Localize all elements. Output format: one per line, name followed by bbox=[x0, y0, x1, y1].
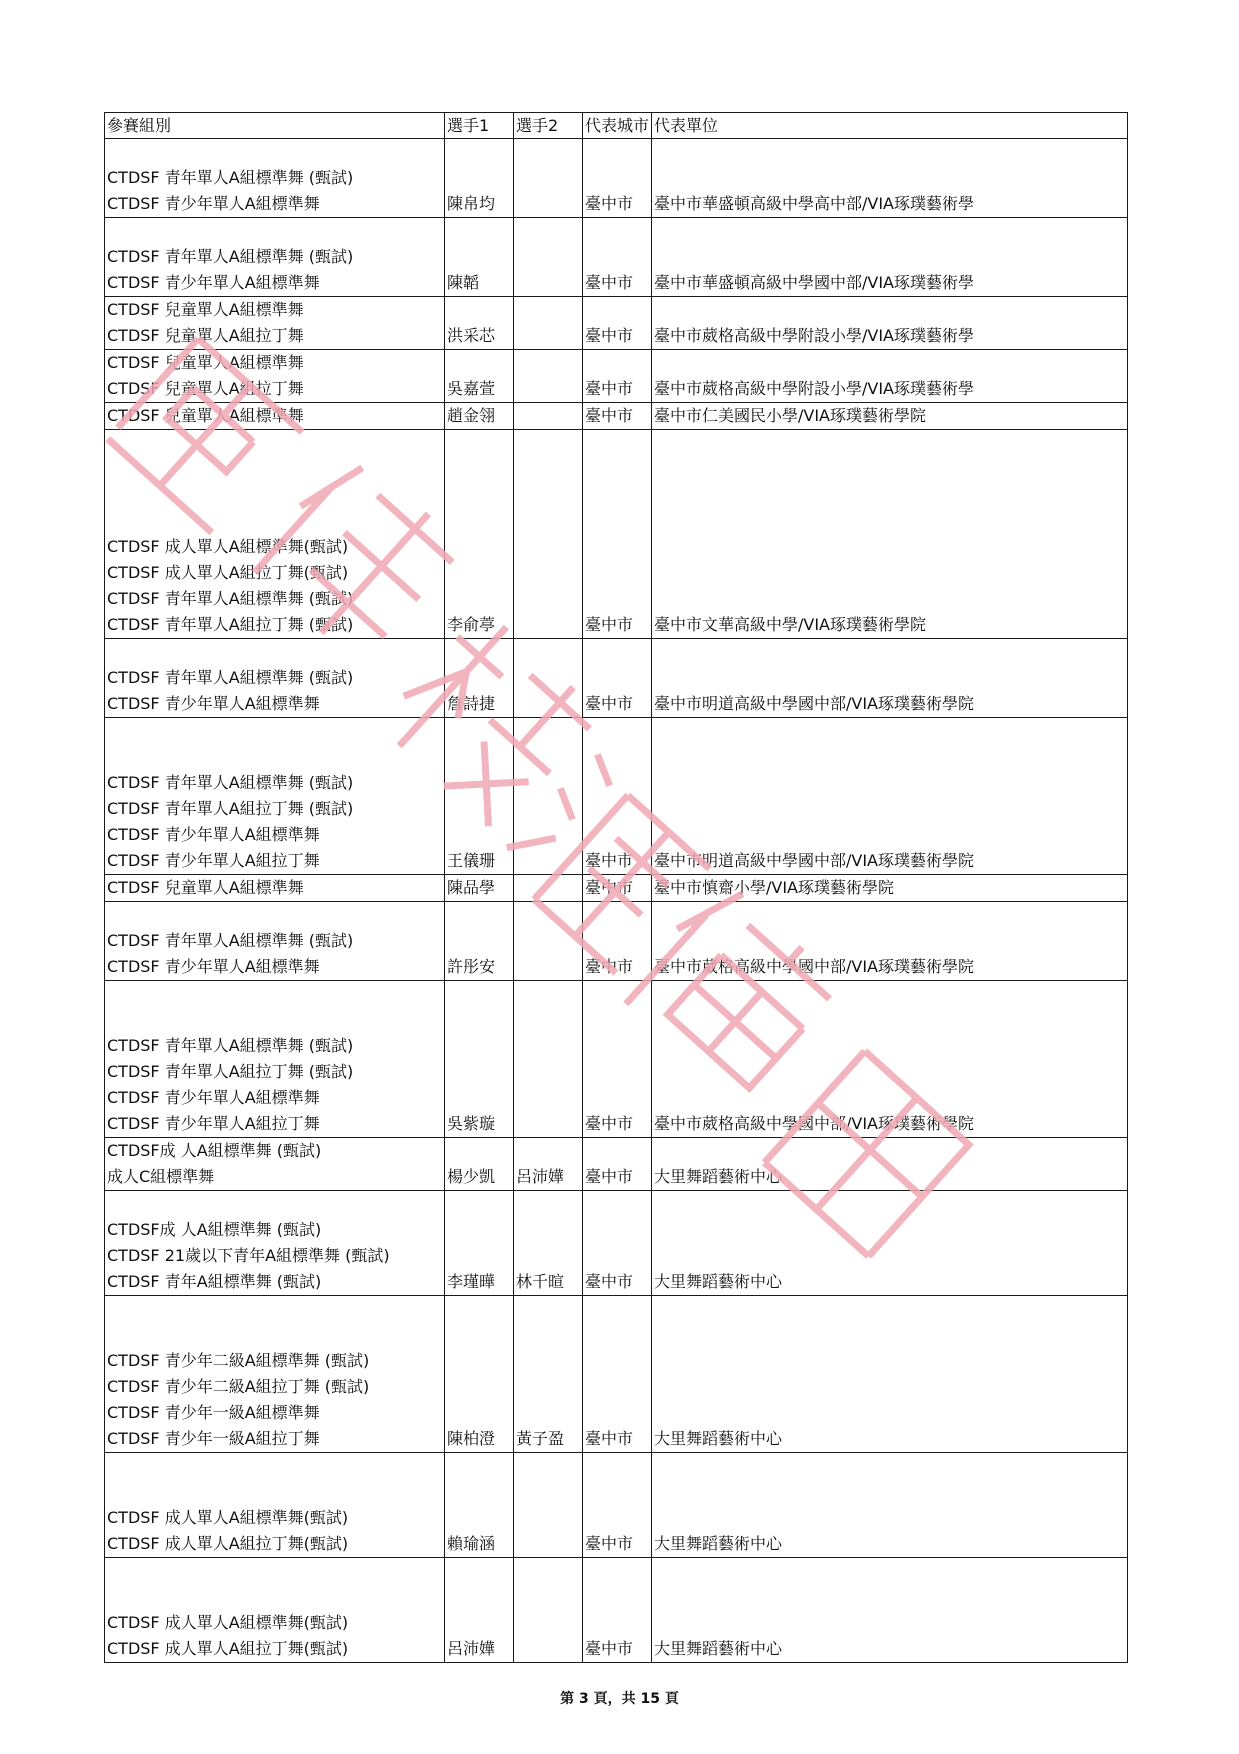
table-row bbox=[105, 1558, 1128, 1663]
group-line bbox=[107, 1296, 442, 1322]
cell-group bbox=[105, 718, 445, 875]
cell-player2-text bbox=[516, 691, 580, 717]
table-row bbox=[105, 875, 1128, 902]
group-line: CTDSF 成人單人A組拉丁舞(甄試) bbox=[107, 1639, 349, 1658]
cell-player2 bbox=[514, 875, 583, 902]
cell-unit-text: 臺中市華盛頓高級中學高中部/VIA琢璞藝術學 bbox=[654, 194, 975, 213]
cell-player1-text: 李俞葶 bbox=[447, 615, 496, 634]
cell-unit bbox=[652, 403, 1128, 430]
table-row bbox=[105, 981, 1128, 1138]
group-line: CTDSF 成人單人A組標準舞(甄試) bbox=[107, 1613, 349, 1632]
group-line: CTDSF 青年單人A組標準舞 (甄試) bbox=[107, 168, 354, 187]
cell-player2 bbox=[514, 1138, 583, 1191]
cell-player2 bbox=[514, 297, 583, 350]
table-row bbox=[105, 639, 1128, 718]
cell-unit-text: 臺中市仁美國民小學/VIA琢璞藝術學院 bbox=[654, 406, 927, 425]
group-line: CTDSF 成人單人A組拉丁舞(甄試) bbox=[107, 563, 349, 582]
cell-player2 bbox=[514, 1296, 583, 1453]
group-line bbox=[107, 1584, 442, 1610]
group-line: CTDSF 兒童單人A組拉丁舞 bbox=[107, 379, 304, 398]
table-row bbox=[105, 350, 1128, 403]
cell-city bbox=[583, 139, 652, 218]
cell-unit-text: 臺中市明道高級中學國中部/VIA琢璞藝術學院 bbox=[654, 694, 975, 713]
cell-group bbox=[105, 1453, 445, 1558]
group-line: CTDSF 青年單人A組拉丁舞 (甄試) bbox=[107, 615, 354, 634]
header-city: 代表城市 bbox=[583, 113, 652, 139]
cell-player2-text: 林千暄 bbox=[516, 1272, 565, 1291]
group-line: CTDSF 兒童單人A組標準舞 bbox=[107, 878, 304, 897]
group-line: CTDSF 青少年單人A組標準舞 bbox=[107, 273, 320, 292]
cell-city bbox=[583, 875, 652, 902]
cell-group bbox=[105, 139, 445, 218]
group-line bbox=[107, 218, 442, 244]
cell-group bbox=[105, 403, 445, 430]
cell-city-text: 臺中市 bbox=[585, 406, 634, 425]
cell-city-text: 臺中市 bbox=[585, 957, 634, 976]
cell-group bbox=[105, 1296, 445, 1453]
cell-unit-text: 臺中市葳格高級中學國中部/VIA琢璞藝術學院 bbox=[654, 957, 975, 976]
cell-player1 bbox=[445, 1138, 514, 1191]
cell-unit bbox=[652, 297, 1128, 350]
cell-player2 bbox=[514, 218, 583, 297]
cell-unit-text: 大里舞蹈藝術中心 bbox=[654, 1167, 783, 1186]
cell-player1 bbox=[445, 875, 514, 902]
cell-unit bbox=[652, 350, 1128, 403]
cell-city bbox=[583, 639, 652, 718]
cell-unit bbox=[652, 875, 1128, 902]
group-line: CTDSF 青年單人A組標準舞 (甄試) bbox=[107, 1036, 354, 1055]
table-row bbox=[105, 297, 1128, 350]
cell-city-text: 臺中市 bbox=[585, 194, 634, 213]
group-line: CTDSF 青年單人A組標準舞 (甄試) bbox=[107, 247, 354, 266]
group-line bbox=[107, 1453, 442, 1479]
group-line: CTDSF 青少年一級A組拉丁舞 bbox=[107, 1429, 320, 1448]
entries-table bbox=[104, 112, 1128, 1663]
group-line: CTDSF 兒童單人A組標準舞 bbox=[107, 406, 304, 425]
group-line: CTDSF 青少年單人A組標準舞 bbox=[107, 825, 320, 844]
cell-player2-text bbox=[516, 875, 580, 901]
cell-player1-text: 吳紫璇 bbox=[447, 1114, 496, 1133]
cell-player1 bbox=[445, 1191, 514, 1296]
cell-city-text: 臺中市 bbox=[585, 1534, 634, 1553]
cell-unit-text: 大里舞蹈藝術中心 bbox=[654, 1272, 783, 1291]
cell-player1-text: 李瑾曄 bbox=[447, 1272, 496, 1291]
header-player2: 選手2 bbox=[514, 113, 583, 139]
cell-player1 bbox=[445, 639, 514, 718]
cell-player1-text: 陳帛均 bbox=[447, 194, 496, 213]
group-line: CTDSF 青少年單人A組標準舞 bbox=[107, 1088, 320, 1107]
group-line: CTDSF 青少年單人A組標準舞 bbox=[107, 957, 320, 976]
cell-player2-text bbox=[516, 191, 580, 217]
cell-city-text: 臺中市 bbox=[585, 1167, 634, 1186]
cell-player1 bbox=[445, 403, 514, 430]
cell-player2-text bbox=[516, 1531, 580, 1557]
group-line: CTDSF 成人單人A組拉丁舞(甄試) bbox=[107, 1534, 349, 1553]
table-row bbox=[105, 1138, 1128, 1191]
cell-player1-text: 詹詩捷 bbox=[447, 694, 496, 713]
table-body bbox=[105, 139, 1128, 1663]
cell-city bbox=[583, 430, 652, 639]
group-line: CTDSF 青少年單人A組拉丁舞 bbox=[107, 851, 320, 870]
group-line: CTDSF 青少年單人A組標準舞 bbox=[107, 694, 320, 713]
cell-city-text: 臺中市 bbox=[585, 615, 634, 634]
group-line: CTDSF 青年單人A組拉丁舞 (甄試) bbox=[107, 1062, 354, 1081]
cell-player1 bbox=[445, 1453, 514, 1558]
cell-player2 bbox=[514, 1191, 583, 1296]
group-line bbox=[107, 718, 442, 744]
cell-player2 bbox=[514, 718, 583, 875]
cell-city bbox=[583, 1191, 652, 1296]
cell-player1-text: 賴瑜涵 bbox=[447, 1534, 496, 1553]
cell-player2-text bbox=[516, 1636, 580, 1662]
group-line: CTDSF 青少年單人A組拉丁舞 bbox=[107, 1114, 320, 1133]
cell-city-text: 臺中市 bbox=[585, 379, 634, 398]
cell-city-text: 臺中市 bbox=[585, 273, 634, 292]
cell-unit bbox=[652, 902, 1128, 981]
cell-group bbox=[105, 218, 445, 297]
cell-player1-text: 呂沛嬅 bbox=[447, 1639, 496, 1658]
group-line bbox=[107, 508, 442, 534]
group-line bbox=[107, 1479, 442, 1505]
cell-city bbox=[583, 1138, 652, 1191]
cell-player2-text bbox=[516, 376, 580, 402]
cell-city bbox=[583, 403, 652, 430]
cell-unit bbox=[652, 1296, 1128, 1453]
cell-group bbox=[105, 1558, 445, 1663]
page-footer: 第 3 頁，共 15 頁 bbox=[560, 1691, 679, 1707]
group-line bbox=[107, 456, 442, 482]
cell-city bbox=[583, 718, 652, 875]
cell-city bbox=[583, 981, 652, 1138]
group-line bbox=[107, 639, 442, 665]
cell-city-text: 臺中市 bbox=[585, 1272, 634, 1291]
table-row bbox=[105, 718, 1128, 875]
group-line: CTDSF 青少年二級A組標準舞 (甄試) bbox=[107, 1351, 370, 1370]
header-unit: 代表單位 bbox=[652, 113, 1128, 139]
cell-city bbox=[583, 1453, 652, 1558]
cell-player1 bbox=[445, 981, 514, 1138]
cell-group bbox=[105, 1138, 445, 1191]
cell-player1 bbox=[445, 430, 514, 639]
cell-city-text: 臺中市 bbox=[585, 1114, 634, 1133]
group-line: CTDSF 青少年二級A組拉丁舞 (甄試) bbox=[107, 1377, 370, 1396]
cell-city bbox=[583, 297, 652, 350]
cell-unit bbox=[652, 1558, 1128, 1663]
group-line: CTDSF 成人單人A組標準舞(甄試) bbox=[107, 1508, 349, 1527]
cell-player1-text: 陳品學 bbox=[447, 878, 496, 897]
group-line bbox=[107, 139, 442, 165]
cell-group bbox=[105, 875, 445, 902]
table-row bbox=[105, 1191, 1128, 1296]
cell-unit-text: 臺中市文華高級中學/VIA琢璞藝術學院 bbox=[654, 615, 927, 634]
group-line: CTDSF 青少年單人A組標準舞 bbox=[107, 194, 320, 213]
group-line: CTDSF 兒童單人A組標準舞 bbox=[107, 300, 304, 319]
group-line bbox=[107, 1558, 442, 1584]
cell-unit bbox=[652, 1138, 1128, 1191]
cell-city-text: 臺中市 bbox=[585, 851, 634, 870]
group-line: CTDSF 成人單人A組標準舞(甄試) bbox=[107, 537, 349, 556]
cell-player1-text: 楊少凱 bbox=[447, 1167, 496, 1186]
cell-player2-text bbox=[516, 848, 580, 874]
cell-player2 bbox=[514, 639, 583, 718]
cell-city bbox=[583, 902, 652, 981]
cell-player2 bbox=[514, 403, 583, 430]
cell-player1 bbox=[445, 350, 514, 403]
cell-unit bbox=[652, 1191, 1128, 1296]
group-line: CTDSF 青少年一級A組標準舞 bbox=[107, 1403, 320, 1422]
group-line bbox=[107, 482, 442, 508]
cell-unit-text: 臺中市華盛頓高級中學國中部/VIA琢璞藝術學 bbox=[654, 273, 975, 292]
header-row bbox=[105, 113, 1128, 139]
group-line: CTDSF成 人A組標準舞 (甄試) bbox=[107, 1220, 322, 1239]
table-row bbox=[105, 430, 1128, 639]
cell-player2 bbox=[514, 981, 583, 1138]
cell-unit bbox=[652, 218, 1128, 297]
group-line: CTDSF 青年單人A組標準舞 (甄試) bbox=[107, 931, 354, 950]
group-line bbox=[107, 1007, 442, 1033]
group-line: CTDSF 青年單人A組標準舞 (甄試) bbox=[107, 589, 354, 608]
cell-unit bbox=[652, 139, 1128, 218]
cell-player1-text: 許彤安 bbox=[447, 957, 496, 976]
cell-player1 bbox=[445, 1558, 514, 1663]
cell-player2-text bbox=[516, 612, 580, 638]
cell-player2 bbox=[514, 1453, 583, 1558]
cell-player1-text: 陳柏澄 bbox=[447, 1429, 496, 1448]
table-row bbox=[105, 139, 1128, 218]
group-line: CTDSF 青年A組標準舞 (甄試) bbox=[107, 1272, 322, 1291]
group-line: CTDSF 青年單人A組拉丁舞 (甄試) bbox=[107, 799, 354, 818]
cell-player2-text bbox=[516, 1111, 580, 1137]
cell-player2-text bbox=[516, 270, 580, 296]
table-row bbox=[105, 902, 1128, 981]
cell-player2-text bbox=[516, 403, 580, 429]
cell-city-text: 臺中市 bbox=[585, 326, 634, 345]
cell-city-text: 臺中市 bbox=[585, 1639, 634, 1658]
cell-player1 bbox=[445, 902, 514, 981]
cell-player1-text: 陳韜 bbox=[447, 273, 480, 292]
cell-city bbox=[583, 1558, 652, 1663]
cell-player1 bbox=[445, 718, 514, 875]
cell-city bbox=[583, 218, 652, 297]
cell-player2-text: 黃子盈 bbox=[516, 1429, 565, 1448]
header-group: 參賽組別 bbox=[105, 113, 445, 139]
table-row bbox=[105, 1296, 1128, 1453]
cell-player2 bbox=[514, 430, 583, 639]
cell-unit bbox=[652, 1453, 1128, 1558]
cell-unit-text: 臺中市慎齋小學/VIA琢璞藝術學院 bbox=[654, 878, 895, 897]
group-line: CTDSF 兒童單人A組標準舞 bbox=[107, 353, 304, 372]
group-line bbox=[107, 1191, 442, 1217]
header-player1: 選手1 bbox=[445, 113, 514, 139]
cell-group bbox=[105, 1191, 445, 1296]
cell-unit-text: 大里舞蹈藝術中心 bbox=[654, 1429, 783, 1448]
group-line: CTDSF 21歲以下青年A組標準舞 (甄試) bbox=[107, 1246, 390, 1265]
table-row bbox=[105, 403, 1128, 430]
group-line: 成人C組標準舞 bbox=[107, 1167, 215, 1186]
group-line: CTDSF 兒童單人A組拉丁舞 bbox=[107, 326, 304, 345]
cell-city bbox=[583, 350, 652, 403]
group-line bbox=[107, 902, 442, 928]
cell-player1-text: 洪采芯 bbox=[447, 326, 496, 345]
cell-unit-text: 臺中市明道高級中學國中部/VIA琢璞藝術學院 bbox=[654, 851, 975, 870]
group-line: CTDSF 青年單人A組標準舞 (甄試) bbox=[107, 773, 354, 792]
cell-player2-text bbox=[516, 954, 580, 980]
cell-unit bbox=[652, 718, 1128, 875]
cell-unit-text: 臺中市葳格高級中學附設小學/VIA琢璞藝術學 bbox=[654, 379, 975, 398]
cell-player2 bbox=[514, 139, 583, 218]
cell-player2 bbox=[514, 350, 583, 403]
cell-group bbox=[105, 639, 445, 718]
cell-unit bbox=[652, 981, 1128, 1138]
cell-player1 bbox=[445, 218, 514, 297]
cell-city-text: 臺中市 bbox=[585, 1429, 634, 1448]
cell-player1-text: 吳嘉萱 bbox=[447, 379, 496, 398]
cell-unit-text: 臺中市葳格高級中學附設小學/VIA琢璞藝術學 bbox=[654, 326, 975, 345]
cell-group bbox=[105, 902, 445, 981]
cell-player2-text bbox=[516, 323, 580, 349]
cell-unit-text: 大里舞蹈藝術中心 bbox=[654, 1639, 783, 1658]
cell-city-text: 臺中市 bbox=[585, 878, 634, 897]
group-line bbox=[107, 744, 442, 770]
group-line: CTDSF 青年單人A組標準舞 (甄試) bbox=[107, 668, 354, 687]
group-line bbox=[107, 430, 442, 456]
cell-group bbox=[105, 297, 445, 350]
cell-player1 bbox=[445, 1296, 514, 1453]
cell-player2 bbox=[514, 902, 583, 981]
cell-player2-text: 呂沛嬅 bbox=[516, 1167, 565, 1186]
cell-unit bbox=[652, 639, 1128, 718]
cell-unit-text: 大里舞蹈藝術中心 bbox=[654, 1534, 783, 1553]
cell-unit bbox=[652, 430, 1128, 639]
cell-city bbox=[583, 1296, 652, 1453]
table-row bbox=[105, 1453, 1128, 1558]
cell-group bbox=[105, 430, 445, 639]
group-line bbox=[107, 1322, 442, 1348]
table-row bbox=[105, 218, 1128, 297]
cell-player1 bbox=[445, 139, 514, 218]
cell-player1-text: 王儀珊 bbox=[447, 851, 496, 870]
cell-group bbox=[105, 981, 445, 1138]
group-line: CTDSF成 人A組標準舞 (甄試) bbox=[107, 1141, 322, 1160]
cell-group bbox=[105, 350, 445, 403]
group-line bbox=[107, 981, 442, 1007]
cell-unit-text: 臺中市葳格高級中學國中部/VIA琢璞藝術學院 bbox=[654, 1114, 975, 1133]
cell-player1 bbox=[445, 297, 514, 350]
cell-player1-text: 趙金翎 bbox=[447, 406, 496, 425]
cell-player2 bbox=[514, 1558, 583, 1663]
cell-city-text: 臺中市 bbox=[585, 694, 634, 713]
